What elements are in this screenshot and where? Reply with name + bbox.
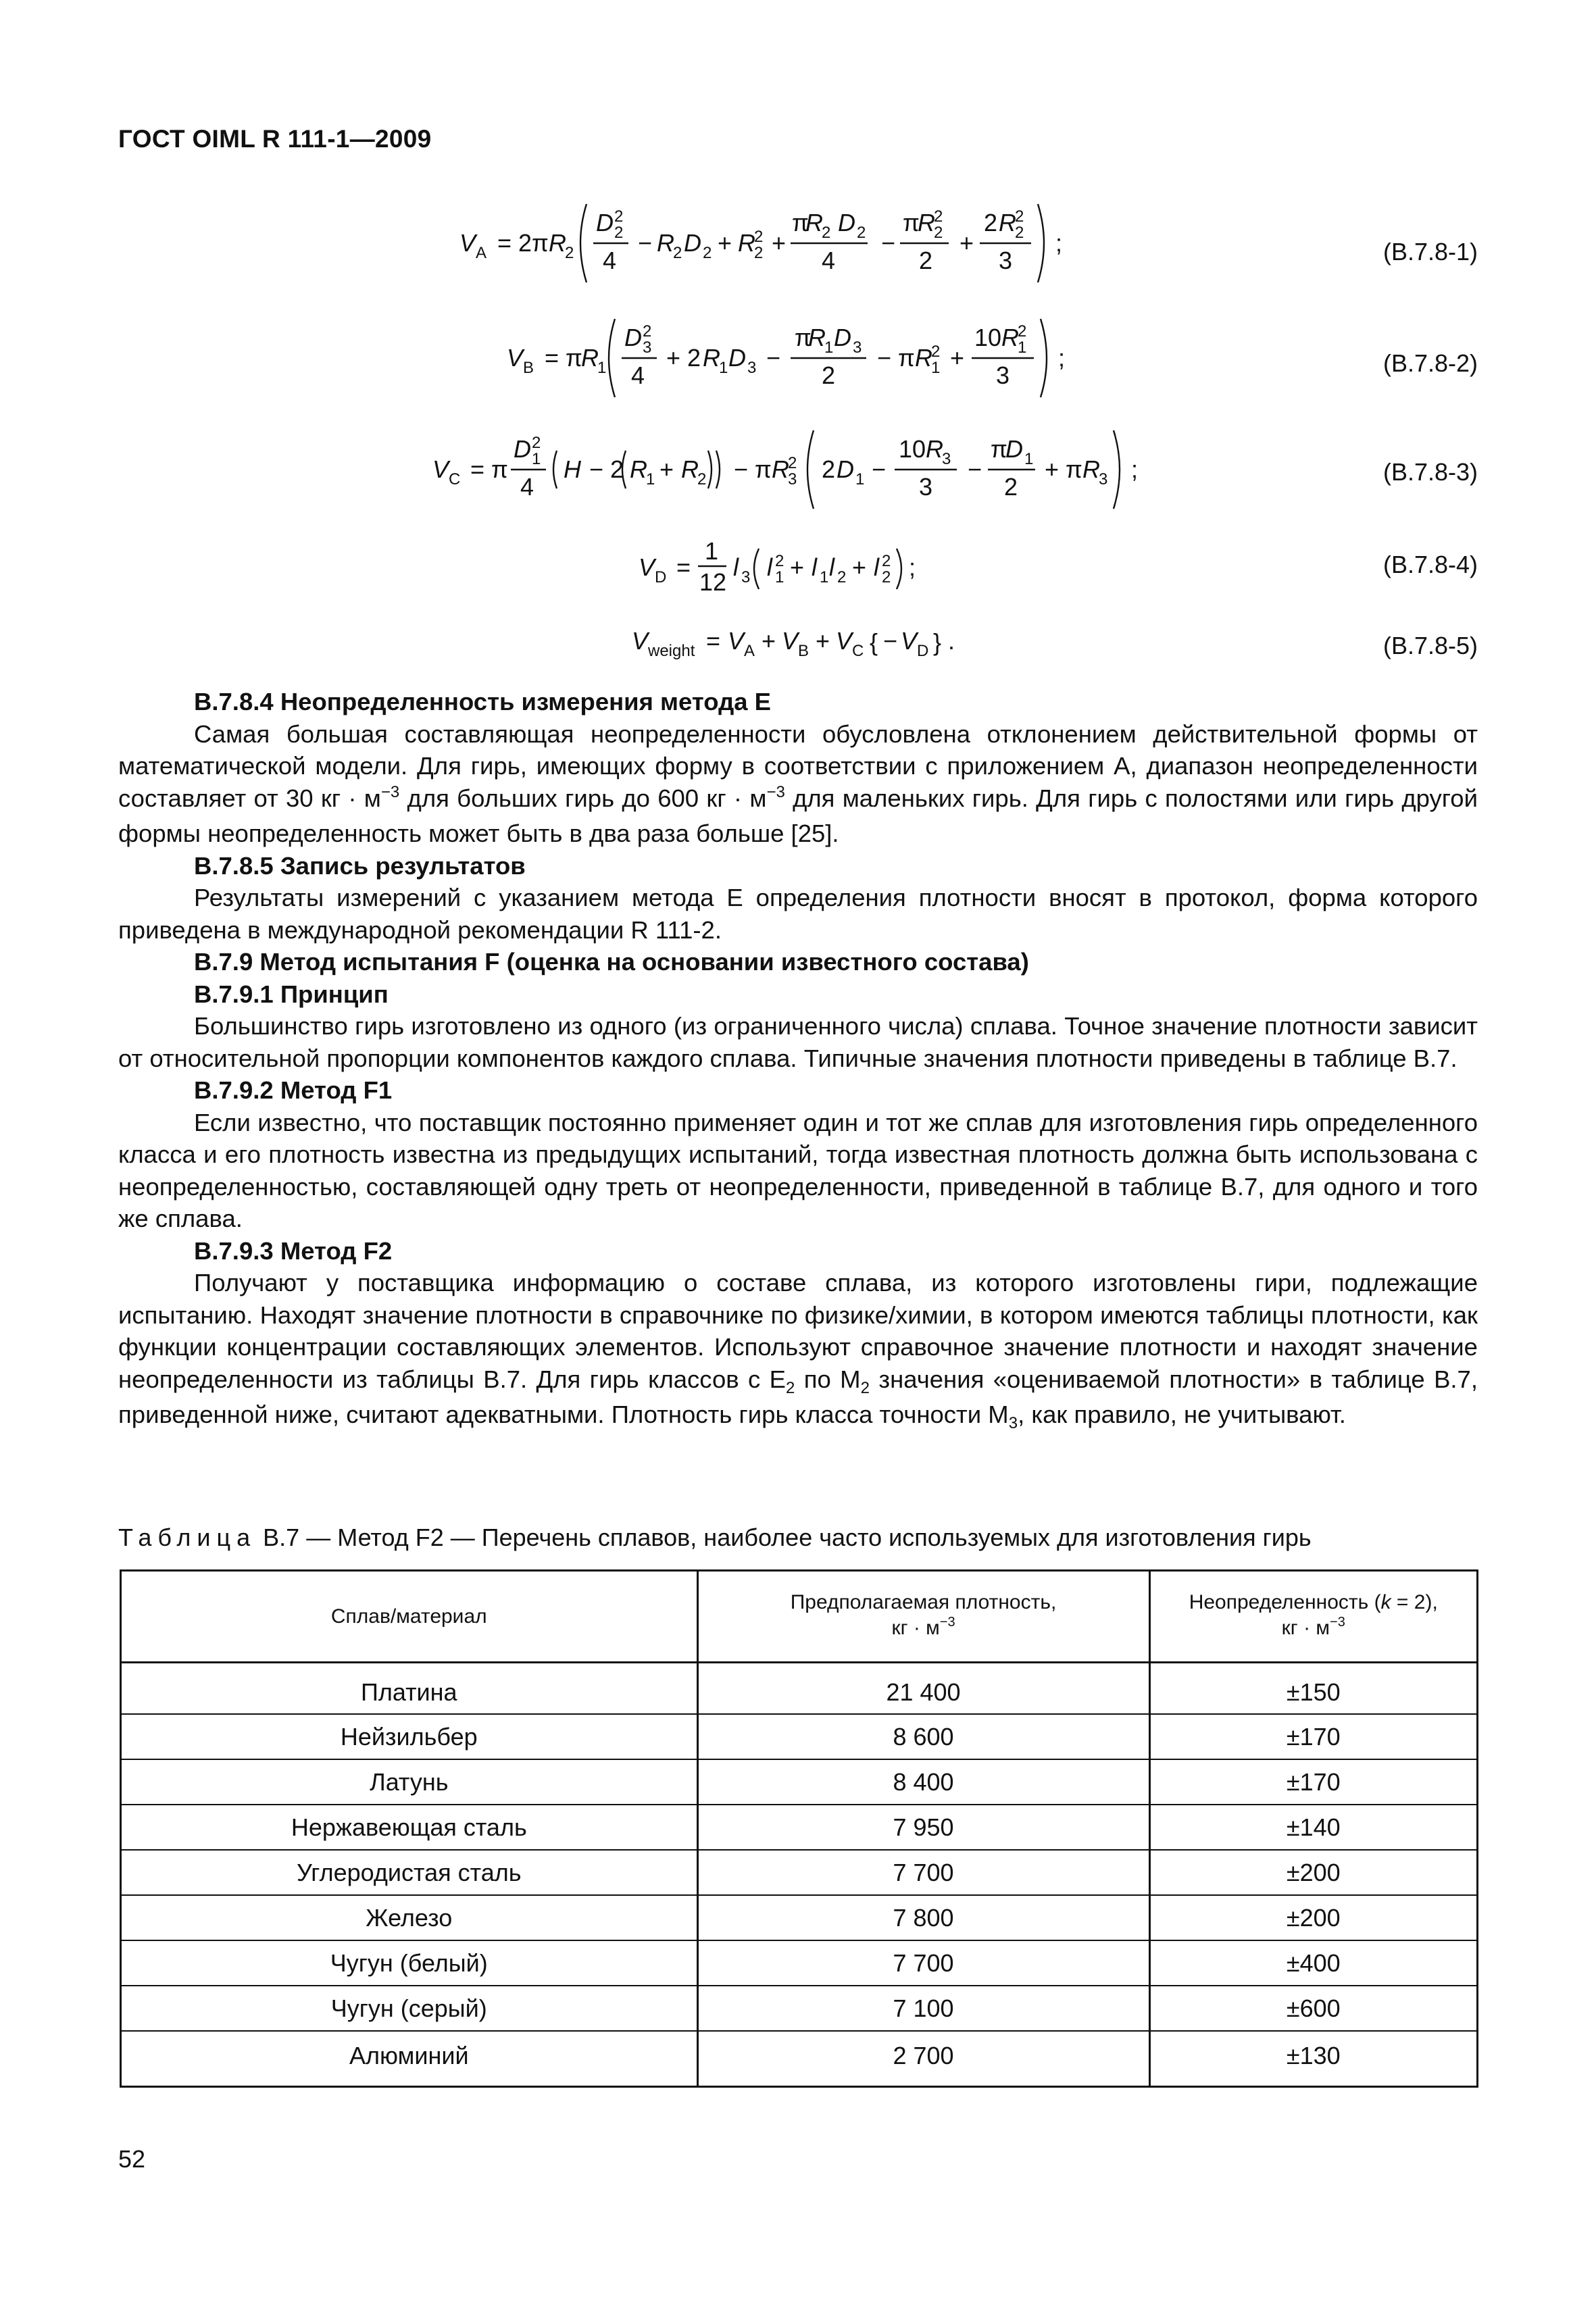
- svg-text:3: 3: [853, 338, 862, 357]
- svg-text:−: −: [968, 455, 982, 483]
- svg-text:1: 1: [855, 470, 865, 488]
- svg-text:4: 4: [603, 247, 617, 274]
- body-text: [118, 686, 1478, 1434]
- svg-text:+: +: [950, 344, 965, 372]
- cell-uncertainty: ±150: [1149, 1663, 1477, 1715]
- svg-text:+ π: + π: [1045, 455, 1082, 483]
- svg-text:V: V: [632, 627, 649, 655]
- cell-density: 8 400: [697, 1759, 1149, 1805]
- svg-text:1: 1: [1018, 338, 1027, 357]
- svg-text:B: B: [798, 642, 809, 660]
- svg-text:2: 2: [703, 244, 712, 262]
- svg-text:R: R: [918, 209, 935, 236]
- svg-text:V: V: [507, 344, 524, 372]
- svg-text:H: H: [564, 455, 581, 483]
- svg-text:A: A: [744, 642, 755, 660]
- svg-text:R: R: [703, 344, 720, 372]
- paragraph: Получают у поставщика информацию о составе сплава, из которого изготовлены гири, подлежащие испытанию. Находят значение плотности в справочнике по физике/химии, в котором имеются таблицы плотности, как функции концентрации составляющих элементов. Используют справочное значение плотности и находят значение неопределенности из таблицы В.7. Для гирь классов с $Е_2$ по $М_2$ значения «оцениваемой плотности» в таблице В.7, приведенной ниже, считают адекватными. Плотность гирь класса точности $М_3$, как правило, не учитывают.: [118, 1269, 1478, 1432]
- equation-number: (В.7.8-3): [1382, 458, 1478, 486]
- svg-text:2: 2: [1004, 473, 1018, 501]
- paragraph: Если известно, что поставщик постоянно применяет один и тот же сплав для изготовления гирь определенного класса и его плотность известна из предыдущих испытаний, тогда известная плотность должна быть использована с неопределенностью, составляющей одну треть от неопределенности, приведенной в таблице В.7, для одного и того же сплава.: [118, 1108, 1478, 1232]
- svg-text:D: D: [838, 209, 855, 236]
- svg-text:1: 1: [597, 359, 607, 377]
- svg-text:2: 2: [934, 207, 943, 226]
- svg-text:R: R: [630, 455, 647, 483]
- svg-text:l: l: [812, 553, 817, 581]
- paragraph: Результаты измерений с указанием метода Е определения плотности вносят в протокол, форма которого приведена в международной рекомендации R 111-2.: [118, 884, 1478, 944]
- cell-uncertainty: ±200: [1149, 1850, 1477, 1895]
- svg-text:2: 2: [822, 455, 836, 483]
- cell-uncertainty: ±170: [1149, 1759, 1477, 1805]
- svg-text:R: R: [1082, 455, 1100, 483]
- svg-text:2: 2: [1015, 224, 1024, 242]
- svg-text:−: −: [872, 455, 887, 483]
- cell-uncertainty: ±200: [1149, 1895, 1477, 1940]
- cell-uncertainty: ±140: [1149, 1805, 1477, 1850]
- svg-text:B: B: [523, 359, 534, 377]
- column-header-density: Предполагаемая плотность, кг · $м^{-3}$: [697, 1571, 1149, 1663]
- cell-density: 7 100: [697, 1986, 1149, 2031]
- svg-text:l: l: [733, 553, 739, 581]
- svg-text:V: V: [459, 229, 476, 257]
- svg-text:= π: = π: [545, 344, 582, 372]
- svg-text:2: 2: [754, 228, 764, 246]
- svg-text:weight: weight: [648, 642, 695, 660]
- svg-text:R: R: [657, 229, 674, 257]
- svg-text:2: 2: [822, 224, 831, 242]
- svg-text:π: π: [795, 324, 812, 351]
- paragraph: Большинство гирь изготовлено из одного (из ограниченного числа) сплава. Точное значение плотности зависит от относительной пропорции компонентов каждого сплава. Типичные значения плотности приведены в таблице В.7.: [118, 1012, 1478, 1072]
- svg-text:1: 1: [931, 359, 941, 377]
- svg-text:2: 2: [614, 207, 624, 226]
- cell-density: 7 950: [697, 1805, 1149, 1850]
- cell-uncertainty: ±600: [1149, 1986, 1477, 2031]
- svg-text:2: 2: [931, 343, 941, 361]
- svg-text:D: D: [728, 344, 746, 372]
- svg-text:2: 2: [882, 552, 891, 570]
- svg-text:π: π: [792, 209, 809, 236]
- cell-material: Платина: [121, 1663, 698, 1715]
- table-row: [121, 1805, 1478, 1850]
- svg-text:+ 2: + 2: [666, 344, 701, 372]
- cell-uncertainty: ±400: [1149, 1940, 1477, 1986]
- svg-text:;: ;: [1058, 344, 1066, 372]
- cell-density: 7 800: [697, 1895, 1149, 1940]
- equation-number: (В.7.8-4): [1382, 551, 1478, 578]
- svg-text:+: +: [790, 553, 805, 581]
- svg-text:R: R: [805, 209, 823, 236]
- svg-text:+: +: [659, 455, 674, 483]
- svg-text:l: l: [874, 553, 879, 581]
- svg-text:2: 2: [643, 322, 652, 341]
- equation-number: (В.7.8-5): [1382, 632, 1478, 659]
- svg-text:D: D: [917, 642, 929, 660]
- svg-text:2: 2: [697, 470, 707, 488]
- svg-text:= π: = π: [470, 455, 508, 483]
- svg-text:2: 2: [565, 244, 574, 262]
- formula-vb: [493, 311, 1115, 405]
- cell-uncertainty: ±170: [1149, 1714, 1477, 1759]
- svg-text:−: −: [766, 344, 781, 372]
- svg-text:R: R: [738, 229, 755, 257]
- svg-text:D: D: [596, 209, 614, 236]
- svg-text:1: 1: [646, 470, 655, 488]
- svg-text:V: V: [836, 627, 853, 655]
- table-row: [121, 2031, 1478, 2087]
- svg-text:1: 1: [824, 338, 834, 357]
- svg-text:2: 2: [788, 454, 797, 472]
- svg-text:2: 2: [984, 209, 998, 236]
- svg-text:12: 12: [699, 568, 727, 596]
- svg-text:2: 2: [754, 244, 764, 262]
- cell-material: Чугун (серый): [121, 1986, 698, 2031]
- svg-text:R: R: [681, 455, 699, 483]
- svg-text:R: R: [915, 344, 932, 372]
- svg-text:;: ;: [909, 553, 916, 581]
- svg-text:D: D: [684, 229, 701, 257]
- formula-va: [446, 196, 1122, 291]
- svg-text:R: R: [549, 229, 566, 257]
- svg-text:− π: − π: [734, 455, 772, 483]
- table-row: [121, 1850, 1478, 1895]
- svg-text:3: 3: [919, 473, 933, 501]
- svg-text:C: C: [852, 642, 864, 660]
- cell-material: Нержавеющая сталь: [121, 1805, 698, 1850]
- table-row: [121, 1714, 1478, 1759]
- svg-text:4: 4: [520, 473, 534, 501]
- svg-text:+: +: [959, 229, 974, 257]
- svg-text:10: 10: [974, 324, 1002, 351]
- svg-text:D: D: [514, 435, 531, 463]
- document-header: ГОСТ OIML R 111-1—2009: [118, 125, 432, 153]
- svg-text:−: −: [881, 229, 896, 257]
- svg-text:=: =: [706, 627, 721, 655]
- svg-text:π: π: [991, 435, 1007, 463]
- svg-text:1: 1: [1024, 450, 1034, 468]
- svg-text:.: .: [948, 627, 955, 655]
- svg-text:10: 10: [899, 435, 926, 463]
- svg-text:1: 1: [705, 537, 719, 565]
- column-header-uncertainty: Неопределенность (k = 2), кг · $м^{-3}$: [1149, 1571, 1477, 1663]
- page-number: 52: [118, 2145, 146, 2173]
- svg-text:2: 2: [532, 434, 541, 452]
- svg-text:D: D: [834, 324, 851, 351]
- svg-text:2: 2: [837, 568, 847, 586]
- svg-text:V: V: [782, 627, 799, 655]
- svg-text:1: 1: [775, 568, 784, 586]
- svg-text:2: 2: [1018, 322, 1027, 341]
- alloys-table: [120, 1569, 1478, 2088]
- svg-text:;: ;: [1131, 455, 1139, 483]
- svg-text:R: R: [808, 324, 826, 351]
- svg-text:3: 3: [996, 361, 1010, 389]
- table-caption: Таблица В.7 — Метод F2 — Перечень сплавов, наиболее часто используемых для изготовления гирь: [118, 1524, 1312, 1551]
- svg-text:3: 3: [999, 247, 1013, 274]
- svg-text:D: D: [1005, 435, 1023, 463]
- equation-number: (В.7.8-2): [1382, 349, 1478, 377]
- svg-text:D: D: [655, 568, 667, 586]
- section-heading: В.7.9 Метод испытания F (оценка на основании известного состава): [194, 948, 1029, 976]
- section-heading: В.7.9.1 Принцип: [194, 980, 389, 1008]
- svg-text:D: D: [624, 324, 642, 351]
- svg-text:4: 4: [822, 247, 836, 274]
- cell-uncertainty: ±130: [1149, 2031, 1477, 2087]
- cell-material: Углеродистая сталь: [121, 1850, 698, 1895]
- svg-text:R: R: [999, 209, 1016, 236]
- table-header-row: [121, 1571, 1478, 1663]
- svg-text:V: V: [639, 553, 655, 581]
- svg-text:3: 3: [1099, 470, 1108, 488]
- table-row: [121, 1986, 1478, 2031]
- table-row: [121, 1895, 1478, 1940]
- svg-text:3: 3: [942, 450, 951, 468]
- svg-text:4: 4: [631, 361, 645, 389]
- svg-text:{: {: [870, 628, 878, 656]
- formula-vc: [419, 422, 1176, 517]
- table-row: [121, 1759, 1478, 1805]
- svg-text:V: V: [728, 627, 745, 655]
- svg-text:R: R: [926, 435, 943, 463]
- svg-text:2: 2: [822, 361, 836, 389]
- svg-text:+: +: [718, 229, 732, 257]
- svg-text:3: 3: [643, 338, 652, 357]
- svg-text:π: π: [903, 209, 920, 236]
- svg-text:D: D: [837, 455, 854, 483]
- svg-text:}: }: [933, 628, 942, 656]
- svg-text:R: R: [581, 344, 599, 372]
- section-heading: В.7.8.4 Неопределенность измерения метода Е: [194, 688, 772, 715]
- svg-text:−: −: [638, 229, 653, 257]
- svg-text:3: 3: [747, 359, 757, 377]
- svg-text:+: +: [816, 627, 830, 655]
- section-heading: В.7.9.3 Метод F2: [194, 1236, 393, 1265]
- formula-vd: [625, 534, 976, 608]
- svg-text:−: −: [883, 627, 898, 655]
- svg-text:2: 2: [882, 568, 891, 586]
- cell-material: Нейзильбер: [121, 1714, 698, 1759]
- section-heading: В.7.9.2 Метод F1: [194, 1076, 393, 1104]
- svg-text:+: +: [772, 229, 787, 257]
- svg-text:+: +: [852, 553, 867, 581]
- svg-text:3: 3: [741, 568, 751, 586]
- cell-material: Чугун (белый): [121, 1940, 698, 1986]
- cell-material: Латунь: [121, 1759, 698, 1805]
- svg-text:2: 2: [934, 224, 943, 242]
- svg-text:2: 2: [775, 552, 784, 570]
- svg-text:l: l: [767, 553, 772, 581]
- svg-text:R: R: [1001, 324, 1019, 351]
- section-heading: В.7.8.5 Запись результатов: [194, 851, 526, 880]
- svg-text:A: A: [476, 244, 487, 262]
- equation-number: (В.7.8-1): [1382, 238, 1478, 266]
- cell-density: 2 700: [697, 2031, 1149, 2087]
- cell-material: Железо: [121, 1895, 698, 1940]
- svg-text:V: V: [432, 455, 449, 483]
- svg-text:2: 2: [614, 224, 624, 242]
- table-row: [121, 1940, 1478, 1986]
- cell-density: 21 400: [697, 1663, 1149, 1715]
- svg-text:l: l: [829, 553, 834, 581]
- paragraph: Самая большая составляющая неопределенности обусловлена отклонением действительной формы от математической модели. Для гирь, имеющих форму в соответствии с приложением А, диапазон неопределенности составляет от 30 кг · $м^{-3}$ для больших гирь до 600 кг · $м^{-3}$ для маленьких гирь. Для гирь с полостями или гирь другой формы неопределенность может быть в два раза больше [25].: [118, 720, 1478, 847]
- svg-text:3: 3: [788, 470, 797, 488]
- svg-text:2: 2: [919, 247, 933, 274]
- svg-text:− 2: − 2: [589, 455, 624, 483]
- svg-text:2: 2: [857, 224, 866, 242]
- formula-vweight: [618, 611, 1024, 672]
- svg-text:V: V: [901, 627, 918, 655]
- svg-text:1: 1: [719, 359, 728, 377]
- cell-density: 8 600: [697, 1714, 1149, 1759]
- svg-text:− π: − π: [877, 344, 915, 372]
- svg-text:2: 2: [1015, 207, 1024, 226]
- cell-material: Алюминий: [121, 2031, 698, 2087]
- svg-text:R: R: [772, 455, 789, 483]
- svg-text:= 2π: = 2π: [497, 229, 549, 257]
- column-header-material: Сплав/материал: [121, 1571, 698, 1663]
- table-row: [121, 1663, 1478, 1715]
- cell-density: 7 700: [697, 1940, 1149, 1986]
- svg-text:1: 1: [532, 450, 541, 468]
- cell-density: 7 700: [697, 1850, 1149, 1895]
- svg-text:;: ;: [1055, 229, 1063, 257]
- svg-text:C: C: [449, 470, 461, 488]
- svg-text:+: +: [762, 627, 776, 655]
- svg-text:=: =: [676, 553, 691, 581]
- svg-text:1: 1: [820, 568, 829, 586]
- svg-text:2: 2: [673, 244, 682, 262]
